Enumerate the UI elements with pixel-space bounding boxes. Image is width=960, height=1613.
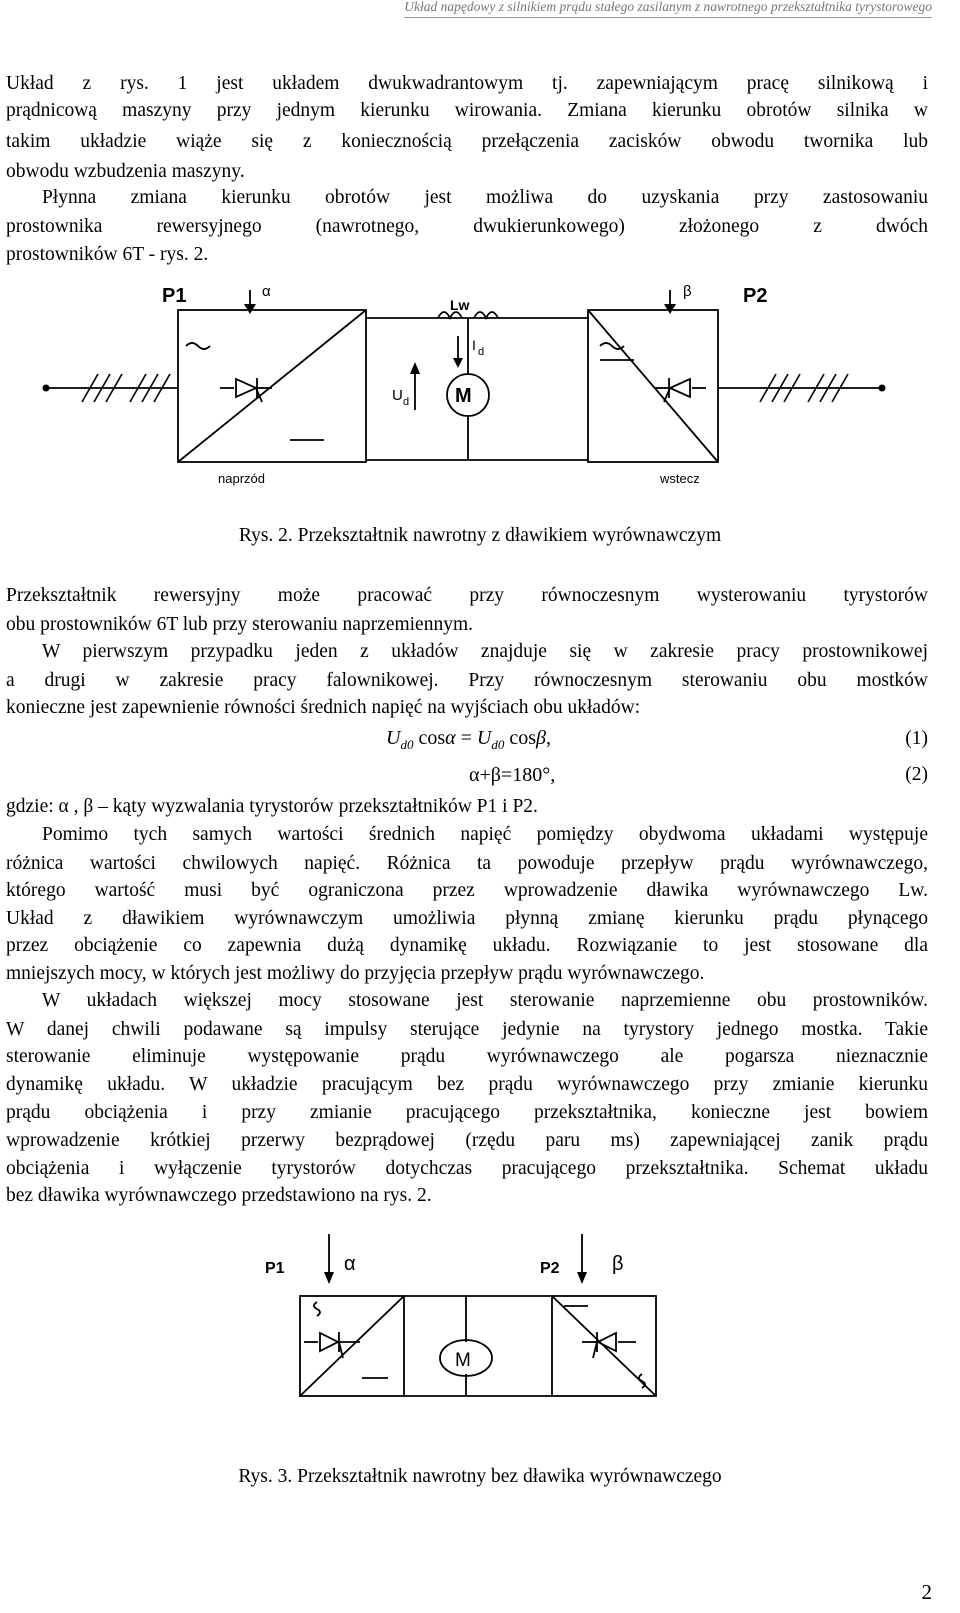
text-line: Układ z rys. 1 jest układem dwukwadrantowym tj. zapewniającym pracę silnikową i — [6, 73, 928, 94]
equation-2: α+β=180°, — [469, 764, 556, 786]
text-line: obwodu wzbudzenia maszyny. — [6, 161, 245, 182]
text-line: wprowadzenie krótkiej przerwy bezprądowej (rzędu paru ms) zapewniającej zanik prądu — [6, 1130, 928, 1151]
text-line: W pierwszym przypadku jeden z układów znajduje się w zakresie pracy prostownikowej — [42, 641, 928, 662]
figure-2-caption: Rys. 2. Przekształtnik nawrotny z dławikiem wyrównawczym — [238, 525, 722, 546]
text-line: Przekształtnik rewersyjny może pracować przy równoczesnym wysterowaniu tyrystorów — [6, 585, 928, 606]
text-line: różnica wartości chwilowych napięć. Różnica ta powoduje przepływ prądu wyrównawczego, — [6, 853, 928, 874]
label-wstecz: wstecz — [660, 471, 700, 486]
label-id: I — [472, 337, 476, 353]
label-id-sub: d — [478, 346, 485, 358]
text-line: dynamikę układu. W układzie pracującym bez prądu wyrównawczego przy zmianie kierunku — [6, 1074, 928, 1095]
label-beta: β — [612, 1253, 624, 1275]
text-line: obu prostowników 6T lub przy sterowaniu naprzemiennym. — [6, 614, 474, 635]
text-line: przez obciążenie co zapewnia dużą dynamikę układu. Rozwiązanie to jest stosowane dla — [6, 935, 928, 956]
label-naprzod: naprzód — [218, 471, 265, 486]
text-line: którego wartość musi być ograniczona przez wprowadzenie dławika wyrównawczego Lw. — [6, 880, 928, 901]
label-motor: M — [455, 1350, 471, 1371]
label-alpha: α — [344, 1253, 356, 1275]
label-lw: Lw — [450, 297, 470, 313]
text-line: prostownika rewersyjnego (nawrotnego, dwukierunkowego) złożonego z dwóch — [6, 216, 928, 237]
label-motor: M — [455, 385, 472, 407]
text-line: obciążenia i wyłączenie tyrystorów dotychczas pracującego przekształtnika. Schemat układu — [6, 1158, 928, 1179]
text-line: takim układzie wiąże się z koniecznością przełączenia zacisków obwodu twornika lub — [6, 131, 928, 152]
label-ud-sub: d — [403, 396, 410, 408]
text-line: prostowników 6T - rys. 2. — [6, 244, 209, 265]
equation-1-number: (1) — [905, 728, 928, 749]
text-line: bez dławika wyrównawczego przedstawiono na rys. 2. — [6, 1185, 432, 1206]
running-header: Układ napędowy z silnikiem prądu stałego zasilanym z nawrotnego przekształtnika tyrystorowego — [404, 0, 932, 18]
label-beta: β — [683, 283, 692, 300]
text-line: mniejszych mocy, w których jest możliwy do przyjęcia przepływ prądu wyrównawczego. — [6, 963, 705, 984]
label-alpha: α — [262, 283, 271, 300]
equation-2-number: (2) — [905, 764, 928, 785]
text-line: konieczne jest zapewnienie równości średnich napięć na wyjściach obu układów: — [6, 697, 641, 718]
text-line: prądu obciążenia i przy zmianie pracującego przekształtnika, konieczne jest bowiem — [6, 1102, 928, 1123]
text-line: a drugi w zakresie pracy falownikowej. Przy równoczesnym sterowaniu obu mostków — [6, 670, 928, 691]
label-p1: P1 — [162, 285, 187, 307]
equation-1: $U_{d0}$ $\cos\alpha = U_{d0}$ cosβ, — [386, 727, 551, 752]
label-ud: U — [392, 387, 403, 404]
figure-2-diagram — [30, 278, 900, 498]
text-line: sterowanie eliminuje występowanie prądu wyrównawczego ale pogarsza nieznacznie — [6, 1046, 928, 1067]
label-p2: P2 — [743, 285, 768, 307]
text-line: prądnicową maszyny przy jednym kierunku wirowania. Zmiana kierunku obrotów silnika w — [6, 100, 928, 121]
text-line: W danej chwili podawane są impulsy sterujące jedynie na tyrystory jednego mostka. Takie — [6, 1019, 928, 1040]
text-line: Pomimo tych samych wartości średnich napięć pomiędzy obydwoma układami występuje — [42, 824, 928, 845]
figure-3-diagram — [250, 1228, 670, 1428]
text-line: Płynna zmiana kierunku obrotów jest możliwa do uzyskania przy zastosowaniu — [42, 187, 928, 208]
label-p2: P2 — [540, 1260, 560, 1277]
text-line: Układ z dławikiem wyrównawczym umożliwia płynną zmianę kierunku prądu płynącego — [6, 908, 928, 929]
label-p1: P1 — [265, 1260, 285, 1277]
figure-3-caption: Rys. 3. Przekształtnik nawrotny bez dławika wyrównawczego — [238, 1466, 722, 1487]
definition-line: gdzie: α , β – kąty wyzwalania tyrystorów przekształtników P1 i P2. — [6, 796, 538, 817]
page-number: 2 — [921, 1580, 932, 1604]
text-line: W układach większej mocy stosowane jest sterowanie naprzemienne obu prostowników. — [42, 990, 928, 1011]
